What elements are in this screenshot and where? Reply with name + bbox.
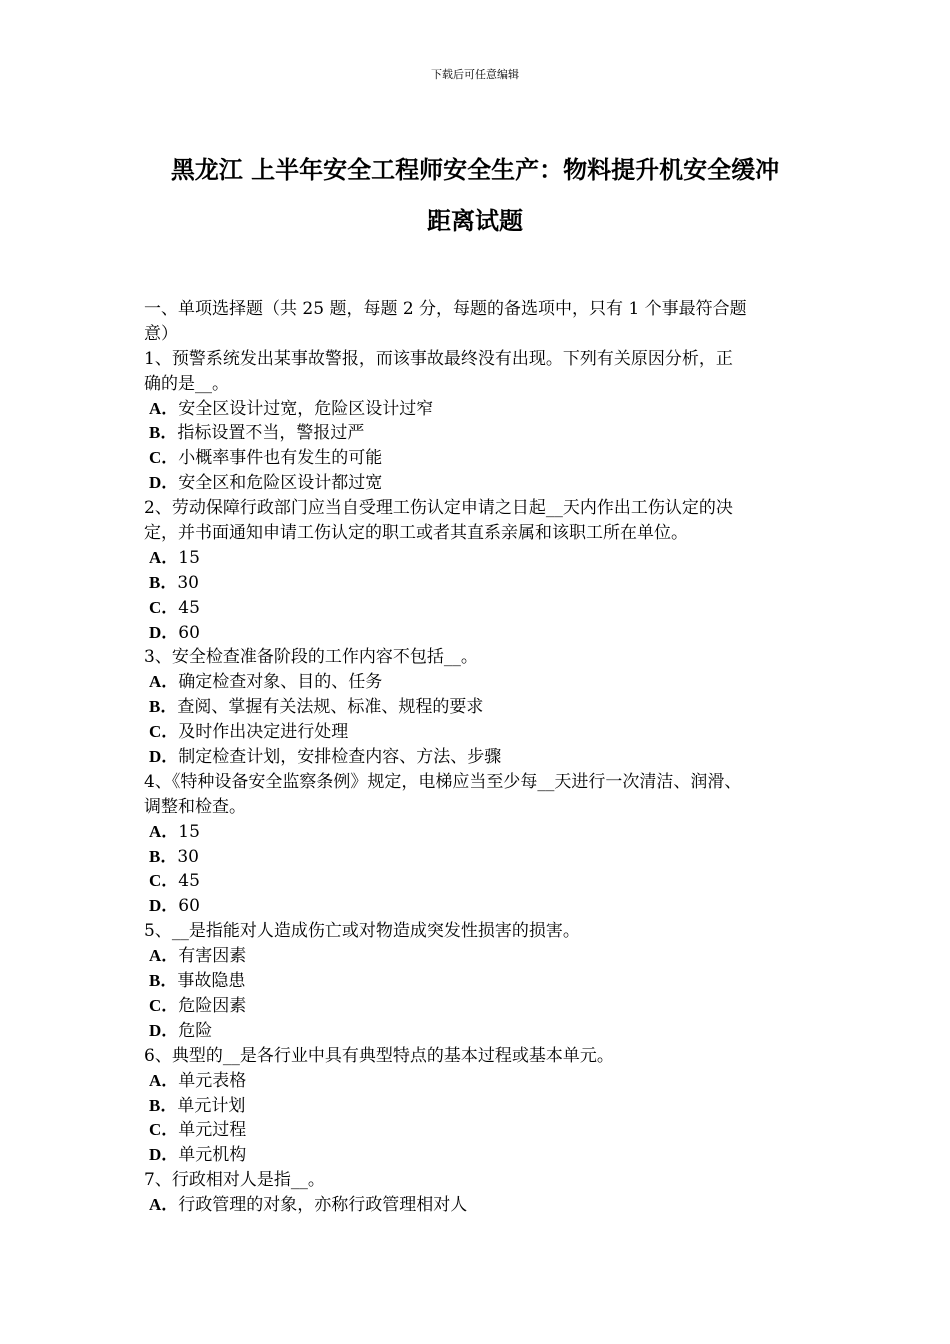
answer-option <box>144 1193 824 1218</box>
option-text: 有害因素 <box>178 946 247 967</box>
question-text: 5、__是指能对人造成伤亡或对物造成突发性损害的损害。 <box>144 921 580 942</box>
header-note: 下载后可任意编辑 <box>431 68 519 81</box>
option-label: A． <box>149 821 179 841</box>
answer-option <box>144 944 824 969</box>
option-text: 单元过程 <box>178 1120 247 1141</box>
option-label: B． <box>149 697 178 717</box>
answer-option <box>144 994 824 1019</box>
option-label: C． <box>149 448 179 468</box>
option-text: 行政管理的对象，亦称行政管理相对人 <box>178 1195 468 1216</box>
option-label: C． <box>149 995 179 1015</box>
answer-option <box>144 820 824 845</box>
question-text: 定，并书面通知申请工伤认定的职工或者其直系亲属和该职工所在单位。 <box>144 523 688 544</box>
question-block <box>144 645 824 769</box>
option-text: 危险因素 <box>178 995 247 1016</box>
option-text: 危险 <box>178 1020 213 1041</box>
option-text: 确定检查对象、目的、任务 <box>178 672 383 693</box>
question-text: 6、典型的__是各行业中具有典型特点的基本过程或基本单元。 <box>144 1045 614 1066</box>
option-text: 小概率事件也有发生的可能 <box>178 448 383 469</box>
option-label: D． <box>149 1020 179 1040</box>
option-label: A． <box>149 398 179 418</box>
option-text: 安全区和危险区设计都过宽 <box>178 473 383 494</box>
option-label: C． <box>149 597 179 617</box>
answer-option <box>144 621 824 646</box>
option-label: B． <box>149 572 178 592</box>
section-heading-continued: 意） <box>144 323 178 344</box>
question-block <box>144 1168 824 1218</box>
option-label: C． <box>149 722 179 742</box>
option-text: 事故隐患 <box>177 971 246 992</box>
answer-option <box>144 869 824 894</box>
option-text: 60 <box>178 622 200 643</box>
answer-option <box>144 1143 824 1168</box>
option-text: 15 <box>178 547 200 568</box>
option-label: A． <box>149 1195 179 1215</box>
question-block <box>144 770 824 919</box>
answer-option <box>144 421 824 446</box>
option-text: 安全区设计过宽，危险区设计过窄 <box>178 398 434 419</box>
question-text: 调整和检查。 <box>144 796 246 817</box>
option-text: 制定检查计划，安排检查内容、方法、步骤 <box>178 747 502 768</box>
answer-option <box>144 969 824 994</box>
option-text: 指标设置不当，警报过严 <box>177 423 365 444</box>
option-text: 30 <box>177 846 199 867</box>
option-label: C． <box>149 871 179 891</box>
section-heading: 一、单项选择题（共 25 题，每题 2 分，每题的备选项中，只有 1 个事最符合题 <box>144 299 747 319</box>
answer-option <box>144 1069 824 1094</box>
document-title-line-2: 距离试题 <box>427 207 523 235</box>
option-text: 单元表格 <box>178 1070 247 1091</box>
option-label: B． <box>149 423 178 443</box>
answer-option <box>144 1118 824 1143</box>
option-label: C． <box>149 1120 179 1140</box>
option-label: A． <box>149 946 179 966</box>
document-title-line-1: 黑龙江 上半年安全工程师安全生产：物料提升机安全缓冲 <box>170 156 780 184</box>
question-text: 3、安全检查准备阶段的工作内容不包括__。 <box>144 647 478 668</box>
question-list <box>144 297 824 1218</box>
answer-option <box>144 1094 824 1119</box>
question-block <box>144 1044 824 1168</box>
option-text: 45 <box>178 597 200 618</box>
question-block <box>144 919 824 1043</box>
option-text: 45 <box>178 871 200 892</box>
question-text: 4、《特种设备安全监察条例》规定，电梯应当至少每__天进行一次清洁、润滑、 <box>144 771 742 792</box>
answer-option <box>144 471 824 496</box>
option-text: 单元机构 <box>178 1145 247 1166</box>
question-block <box>144 496 824 645</box>
option-label: B． <box>149 846 178 866</box>
option-label: B． <box>149 971 178 991</box>
option-label: B． <box>149 1095 178 1115</box>
option-label: A． <box>149 1070 179 1090</box>
answer-option <box>144 397 824 422</box>
answer-option <box>144 745 824 770</box>
option-label: D． <box>149 622 179 642</box>
question-text: 2、劳动保障行政部门应当自受理工伤认定申请之日起__天内作出工伤认定的决 <box>144 498 733 519</box>
question-text: 确的是__。 <box>144 373 229 394</box>
question-text: 7、行政相对人是指__。 <box>144 1170 325 1191</box>
option-label: D． <box>149 473 179 493</box>
option-text: 单元计划 <box>177 1095 246 1116</box>
answer-option <box>144 894 824 919</box>
answer-option <box>144 720 824 745</box>
answer-option <box>144 596 824 621</box>
answer-option <box>144 695 824 720</box>
option-label: A． <box>149 547 179 567</box>
option-text: 60 <box>178 896 200 917</box>
answer-option <box>144 446 824 471</box>
option-text: 30 <box>177 572 199 593</box>
option-text: 查阅、掌握有关法规、标准、规程的要求 <box>177 697 484 718</box>
option-label: A． <box>149 672 179 692</box>
answer-option <box>144 845 824 870</box>
option-text: 及时作出决定进行处理 <box>178 722 349 743</box>
question-text: 1、预警系统发出某事故警报，而该事故最终没有出现。下列有关原因分析，正 <box>144 348 733 369</box>
option-text: 15 <box>178 821 200 842</box>
answer-option <box>144 1019 824 1044</box>
option-label: D． <box>149 896 179 916</box>
option-label: D． <box>149 1145 179 1165</box>
answer-option <box>144 546 824 571</box>
option-label: D． <box>149 747 179 767</box>
answer-option <box>144 670 824 695</box>
question-block <box>144 347 824 496</box>
answer-option <box>144 571 824 596</box>
